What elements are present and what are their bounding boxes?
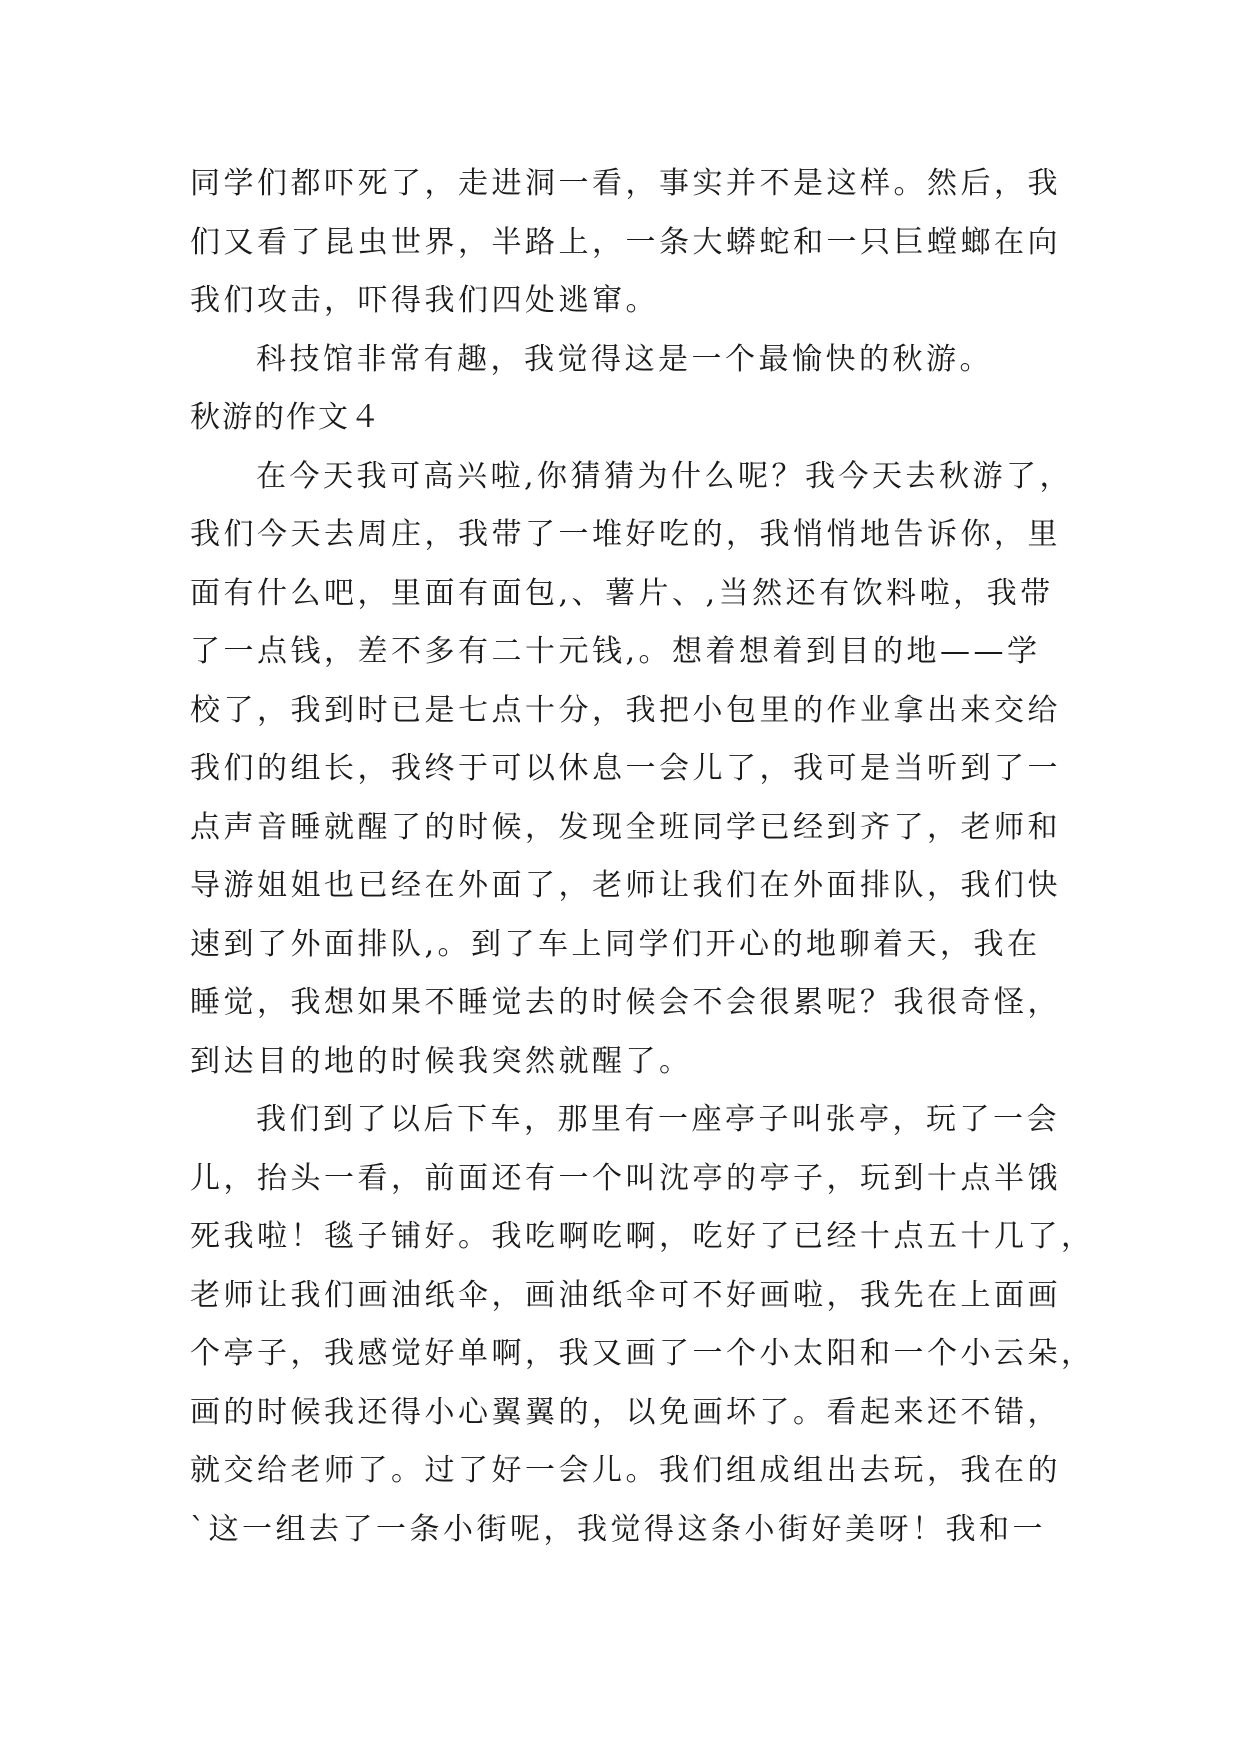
- text-line: 同学们都吓死了，走进洞一看，事实并不是这样。然后，我: [190, 166, 1061, 201]
- paragraph-2: [190, 331, 1070, 390]
- paragraph-4: [190, 1091, 1095, 1559]
- text-line: `这一组去了一条小街呢，我觉得这条小街好美呀！我和一: [190, 1511, 1046, 1547]
- text-line: 了一点钱，差不多有二十元钱,。想着想着到目的地——学: [190, 634, 1041, 669]
- text-line: 个亭子，我感觉好单啊，我又画了一个小太阳和一个小云朵，: [190, 1336, 1095, 1371]
- text-line: 速到了外面排队,。到了车上同学们开心的地聊着天，我在: [190, 926, 1041, 962]
- text-line: 我们的组长，我终于可以休息一会儿了，我可是当听到了一: [190, 751, 1061, 786]
- text-line: 儿，抬头一看，前面还有一个叫沈亭的亭子，玩到十点半饿: [190, 1160, 1061, 1196]
- text-line: 画的时候我还得小心翼翼的，以免画坏了。看起来还不错，: [190, 1394, 1061, 1430]
- text-line: 科技馆非常有趣，我觉得这是一个最愉快的秋游。: [256, 341, 993, 377]
- text-line: 我们到了以后下车，那里有一座亭子叫张亭，玩了一会: [256, 1102, 1060, 1137]
- text-line: 死我啦！毯子铺好。我吃啊吃啊，吃好了已经十点五十几了，: [190, 1219, 1095, 1254]
- text-line: 老师让我们画油纸伞，画油纸伞可不好画啦，我先在上面画: [190, 1277, 1061, 1313]
- text-line: 导游姐姐也已经在外面了，老师让我们在外面排队，我们快: [190, 868, 1061, 903]
- section-heading: 秋游的作文４: [190, 400, 382, 435]
- document-page: [190, 155, 1095, 1559]
- paragraph-3: [190, 448, 1074, 1092]
- text-line: 点声音睡就醒了的时候，发现全班同学已经到齐了，老师和: [190, 809, 1061, 845]
- text-line: 面有什么吧，里面有面包,、薯片、,当然还有饮料啦，我带: [190, 575, 1054, 611]
- text-line: 我们攻击，吓得我们四处逃窜。: [190, 283, 659, 318]
- text-line: 就交给老师了。过了好一会儿。我们组成组出去玩，我在的: [190, 1453, 1061, 1488]
- text-line: 我们今天去周庄，我带了一堆好吃的，我悄悄地告诉你，里: [190, 517, 1061, 552]
- text-line: 睡觉，我想如果不睡觉去的时候会不会很累呢？我很奇怪，: [190, 985, 1061, 1020]
- text-line: 到达目的地的时候我突然就醒了。: [190, 1043, 693, 1079]
- paragraph-1: [190, 155, 1070, 331]
- text-line: 们又看了昆虫世界，半路上，一条大蟒蛇和一只巨螳螂在向: [190, 224, 1061, 260]
- text-line: 在今天我可高兴啦,你猜猜为什么呢？我今天去秋游了，: [256, 458, 1074, 494]
- text-line: 校了，我到时已是七点十分，我把小包里的作业拿出来交给: [190, 692, 1061, 728]
